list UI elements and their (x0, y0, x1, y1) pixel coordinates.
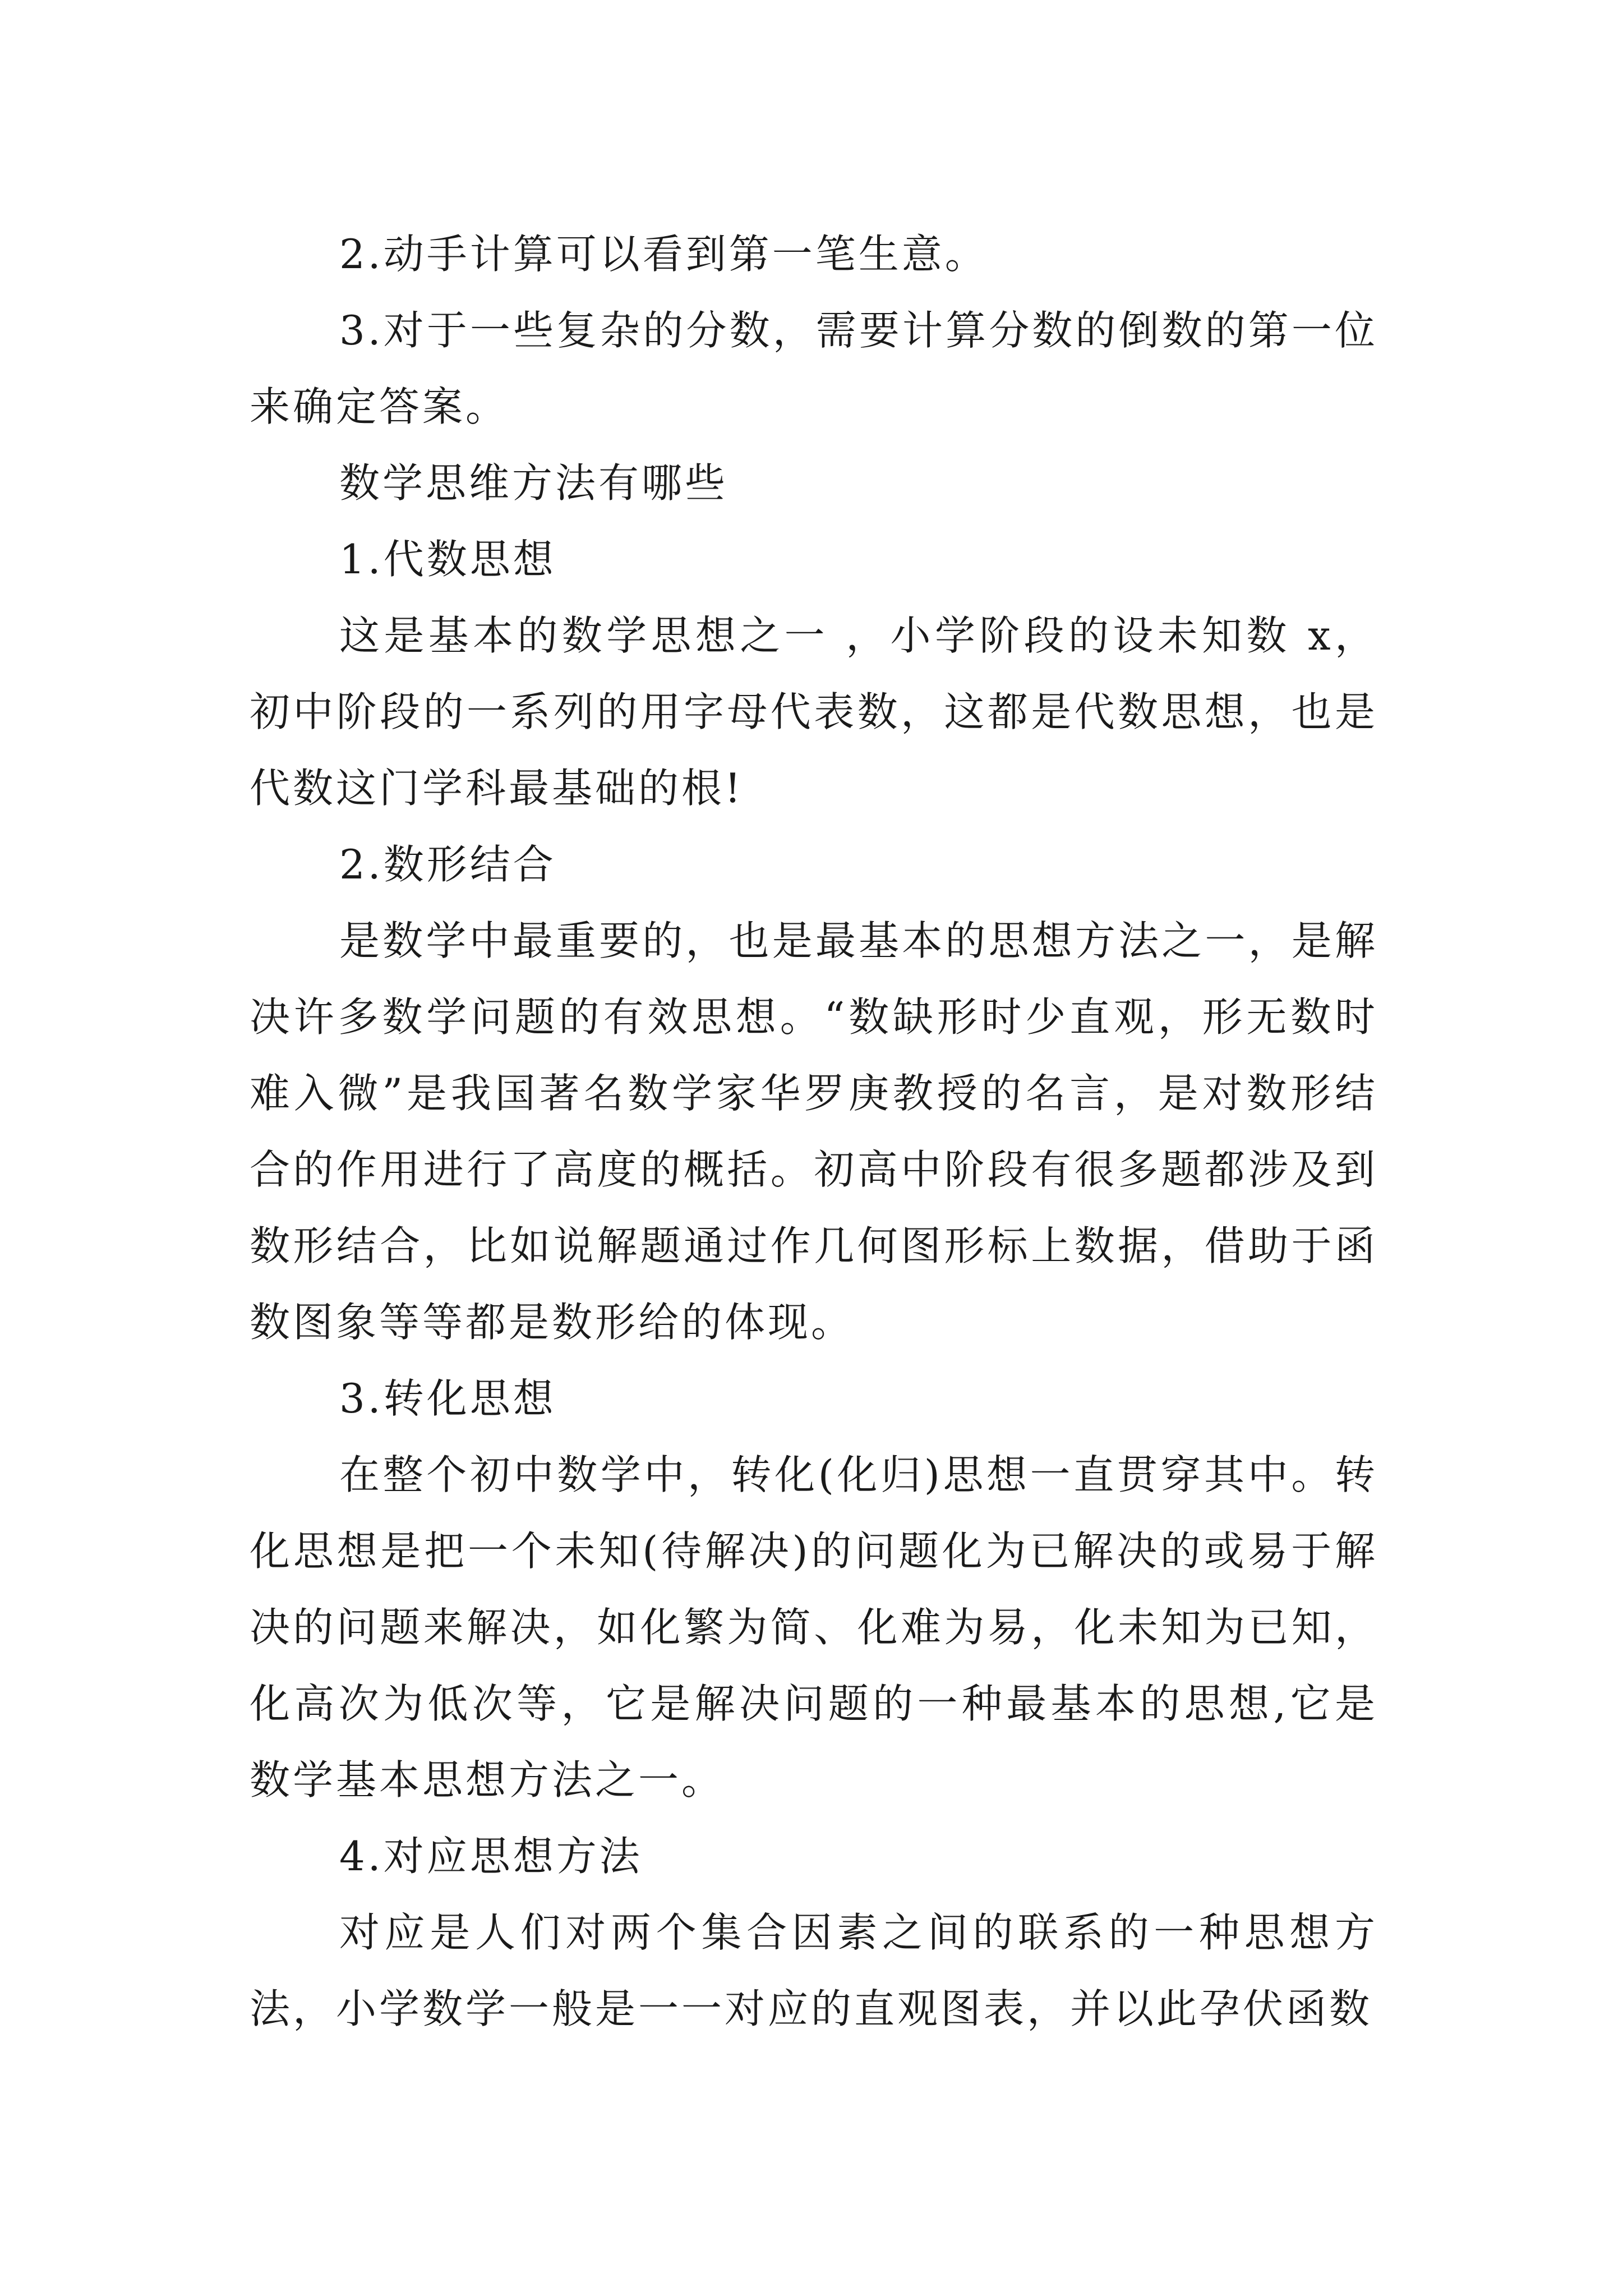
paragraph-algebra: 这是基本的数学思想之一 ，小学阶段的设未知数 x，初中阶段的一系列的用字母代表数，这都是代数思想，也是代数这门学科最基础的根! (250, 612, 1378, 812)
paragraph-transformation: 在整个初中数学中，转化(化归)思想一直贯穿其中。转化思想是把一个未知(待解决)的问题化为已解决的或易于解决的问题来解决，如化繁为简、化难为易，化未知为已知，化高次为低次等，它是解决问题的一种最基本的思想,它是数学基本思想方法之一。 (250, 1451, 1378, 1803)
paragraph-correspondence: 对应是人们对两个集合因素之间的联系的一种思想方法，小学数学一般是一一对应的直观图表，并以此孕伏函数 (250, 1909, 1378, 2032)
document-body (250, 216, 1378, 2047)
list-item-manual-calc: 2.动手计算可以看到第一笔生意。 (339, 231, 988, 278)
section-heading: 数学思维方法有哪些 (339, 459, 728, 507)
subheading-number-shape: 2.数形结合 (339, 841, 556, 888)
subheading-correspondence: 4.对应思想方法 (339, 1833, 643, 1880)
list-item-reciprocal: 3.对于一些复杂的分数，需要计算分数的倒数的第一位来确定答案。 (250, 307, 1378, 430)
subheading-algebra: 1.代数思想 (339, 536, 556, 583)
subheading-transformation: 3.转化思想 (339, 1375, 556, 1422)
paragraph-number-shape: 是数学中最重要的，也是最基本的思想方法之一，是解决许多数学问题的有效思想。“数缺形时少直观，形无数时难入微”是我国著名数学家华罗庚教授的名言，是对数形结合的作用进行了高度的概括。初高中阶段有很多题都涉及到数形结合，比如说解题通过作几何图形标上数据，借助于函数图象等等都是数形给的体现。 (250, 917, 1378, 1346)
